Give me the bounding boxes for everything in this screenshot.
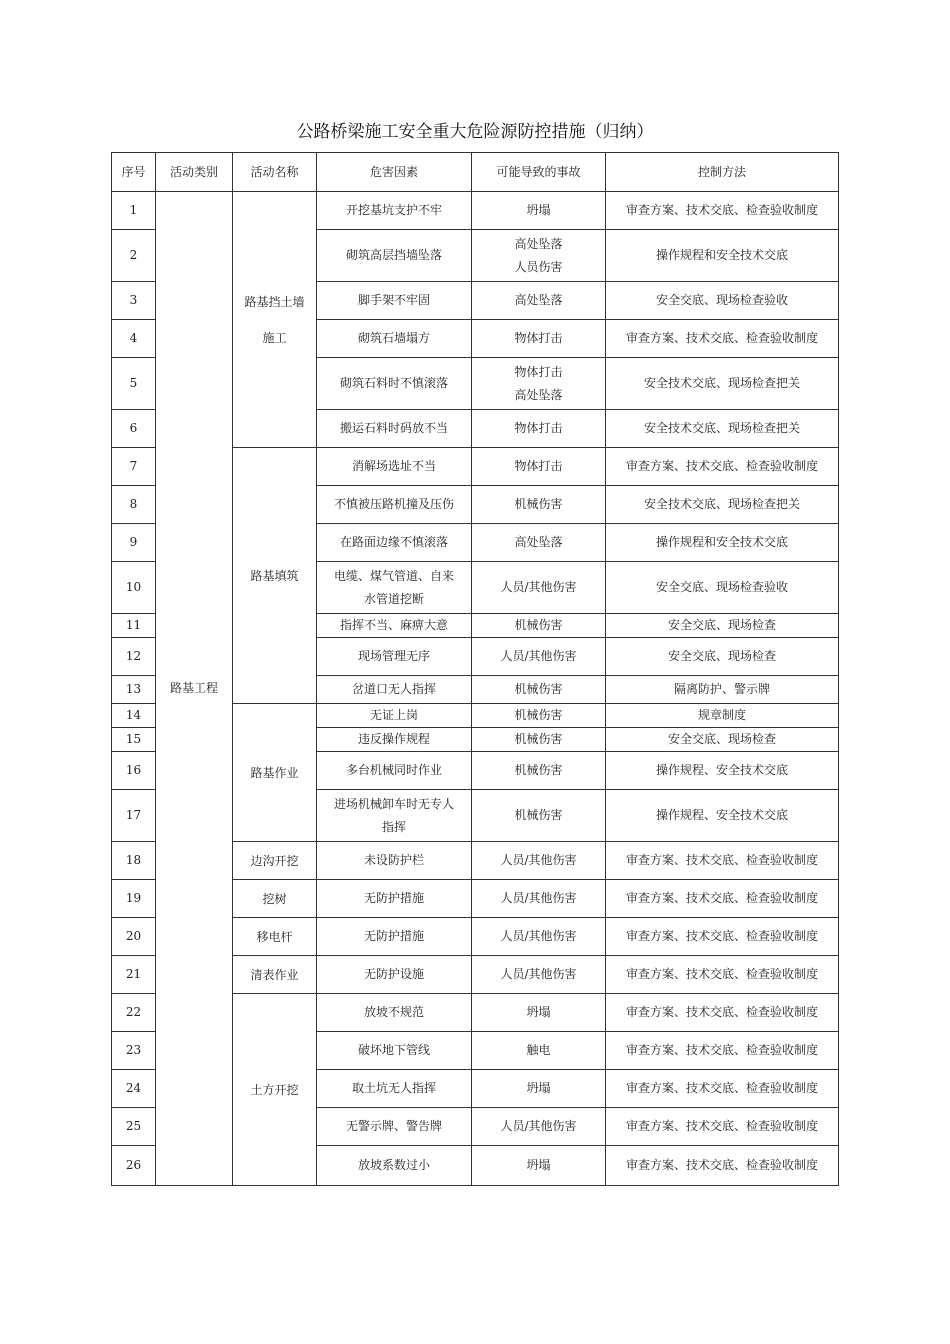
row-number: 19 [112,880,156,918]
control-cell: 隔离防护、警示牌 [606,676,839,704]
activity-cell: 挖树 [233,880,317,918]
control-cell: 操作规程和安全技术交底 [606,524,839,562]
control-cell: 审查方案、技术交底、检查验收制度 [606,1108,839,1146]
hazard-cell: 在路面边缘不慎滚落 [317,524,472,562]
hazard-cell: 破坏地下管线 [317,1032,472,1070]
accident-cell: 机械伤害 [472,790,606,842]
table-body [112,192,839,1186]
hazard-cell: 无防护设施 [317,956,472,994]
hazard-cell: 现场管理无序 [317,638,472,676]
control-cell: 审查方案、技术交底、检查验收制度 [606,956,839,994]
accident-cell: 人员/其他伤害 [472,562,606,614]
row-number: 24 [112,1070,156,1108]
activity-cell: 路基挡土墙 施工 [233,192,317,448]
control-cell: 安全技术交底、现场检查把关 [606,358,839,410]
row-number: 21 [112,956,156,994]
row-number: 16 [112,752,156,790]
control-cell: 安全交底、现场检查 [606,638,839,676]
row-number: 7 [112,448,156,486]
row-number: 10 [112,562,156,614]
hazard-cell: 无证上岗 [317,704,472,728]
accident-cell: 机械伤害 [472,704,606,728]
row-number: 9 [112,524,156,562]
hazard-cell: 砌筑石墙塌方 [317,320,472,358]
row-number: 14 [112,704,156,728]
row-number: 4 [112,320,156,358]
control-cell: 规章制度 [606,704,839,728]
accident-cell: 高处坠落 [472,524,606,562]
hazard-cell: 消解场选址不当 [317,448,472,486]
hazard-cell: 放坡系数过小 [317,1146,472,1186]
accident-cell: 机械伤害 [472,676,606,704]
accident-cell: 人员/其他伤害 [472,880,606,918]
control-cell: 审查方案、技术交底、检查验收制度 [606,1070,839,1108]
accident-cell: 坍塌 [472,192,606,230]
control-cell: 安全交底、现场检查 [606,728,839,752]
row-number: 17 [112,790,156,842]
control-cell: 审查方案、技术交底、检查验收制度 [606,880,839,918]
accident-cell: 人员/其他伤害 [472,918,606,956]
header-activity: 活动名称 [233,153,317,192]
accident-cell: 人员/其他伤害 [472,1108,606,1146]
header-no: 序号 [112,153,156,192]
hazard-cell: 违反操作规程 [317,728,472,752]
row-number: 13 [112,676,156,704]
activity-cell: 边沟开挖 [233,842,317,880]
control-cell: 审查方案、技术交底、检查验收制度 [606,448,839,486]
header-control: 控制方法 [606,153,839,192]
hazard-cell: 搬运石料时码放不当 [317,410,472,448]
activity-cell: 路基作业 [233,704,317,842]
control-cell: 审查方案、技术交底、检查验收制度 [606,1032,839,1070]
control-cell: 安全交底、现场检查验收 [606,562,839,614]
hazard-cell: 电缆、煤气管道、自来 水管道挖断 [317,562,472,614]
row-number: 18 [112,842,156,880]
control-cell: 审查方案、技术交底、检查验收制度 [606,320,839,358]
control-cell: 操作规程、安全技术交底 [606,790,839,842]
control-cell: 安全技术交底、现场检查把关 [606,410,839,448]
header-accident: 可能导致的事故 [472,153,606,192]
hazard-cell: 进场机械卸车时无专人 指挥 [317,790,472,842]
accident-cell: 坍塌 [472,1070,606,1108]
control-cell: 审查方案、技术交底、检查验收制度 [606,918,839,956]
control-cell: 安全技术交底、现场检查把关 [606,486,839,524]
activity-cell: 移电杆 [233,918,317,956]
hazard-cell: 脚手架不牢固 [317,282,472,320]
row-number: 23 [112,1032,156,1070]
hazard-cell: 取土坑无人指挥 [317,1070,472,1108]
accident-cell: 机械伤害 [472,614,606,638]
accident-cell: 机械伤害 [472,752,606,790]
activity-cell: 清表作业 [233,956,317,994]
accident-cell: 机械伤害 [472,486,606,524]
hazard-cell: 岔道口无人指挥 [317,676,472,704]
control-cell: 操作规程和安全技术交底 [606,230,839,282]
page-title: 公路桥梁施工安全重大危险源防控措施（归纳） [296,122,654,142]
accident-cell: 高处坠落 人员伤害 [472,230,606,282]
accident-cell: 物体打击 [472,448,606,486]
accident-cell: 触电 [472,1032,606,1070]
control-cell: 审查方案、技术交底、检查验收制度 [606,994,839,1032]
row-number: 6 [112,410,156,448]
accident-cell: 物体打击 [472,320,606,358]
row-number: 5 [112,358,156,410]
row-number: 3 [112,282,156,320]
hazard-table [111,152,839,1186]
hazard-cell: 未设防护栏 [317,842,472,880]
hazard-cell: 指挥不当、麻痹大意 [317,614,472,638]
row-number: 26 [112,1146,156,1186]
row-number: 12 [112,638,156,676]
control-cell: 审查方案、技术交底、检查验收制度 [606,192,839,230]
hazard-cell: 砌筑高层挡墙坠落 [317,230,472,282]
accident-cell: 机械伤害 [472,728,606,752]
row-number: 8 [112,486,156,524]
control-cell: 审查方案、技术交底、检查验收制度 [606,1146,839,1186]
hazard-cell: 多台机械同时作业 [317,752,472,790]
control-cell: 安全交底、现场检查验收 [606,282,839,320]
accident-cell: 人员/其他伤害 [472,638,606,676]
accident-cell: 物体打击 高处坠落 [472,358,606,410]
hazard-cell: 开挖基坑支护不牢 [317,192,472,230]
row-number: 22 [112,994,156,1032]
row-number: 15 [112,728,156,752]
hazard-cell: 无警示牌、警告牌 [317,1108,472,1146]
accident-cell: 人员/其他伤害 [472,842,606,880]
header-hazard: 危害因素 [317,153,472,192]
activity-cell: 土方开挖 [233,994,317,1186]
accident-cell: 人员/其他伤害 [472,956,606,994]
header-row [112,153,839,192]
table-row [112,192,839,230]
accident-cell: 坍塌 [472,1146,606,1186]
category-cell: 路基工程 [156,192,233,1186]
accident-cell: 物体打击 [472,410,606,448]
hazard-cell: 无防护措施 [317,918,472,956]
row-number: 2 [112,230,156,282]
row-number: 1 [112,192,156,230]
control-cell: 审查方案、技术交底、检查验收制度 [606,842,839,880]
accident-cell: 坍塌 [472,994,606,1032]
hazard-cell: 无防护措施 [317,880,472,918]
hazard-cell: 放坡不规范 [317,994,472,1032]
control-cell: 操作规程、安全技术交底 [606,752,839,790]
control-cell: 安全交底、现场检查 [606,614,839,638]
header-category: 活动类别 [156,153,233,192]
hazard-cell: 砌筑石料时不慎滚落 [317,358,472,410]
row-number: 11 [112,614,156,638]
accident-cell: 高处坠落 [472,282,606,320]
activity-cell: 路基填筑 [233,448,317,704]
hazard-cell: 不慎被压路机撞及压伤 [317,486,472,524]
row-number: 20 [112,918,156,956]
row-number: 25 [112,1108,156,1146]
